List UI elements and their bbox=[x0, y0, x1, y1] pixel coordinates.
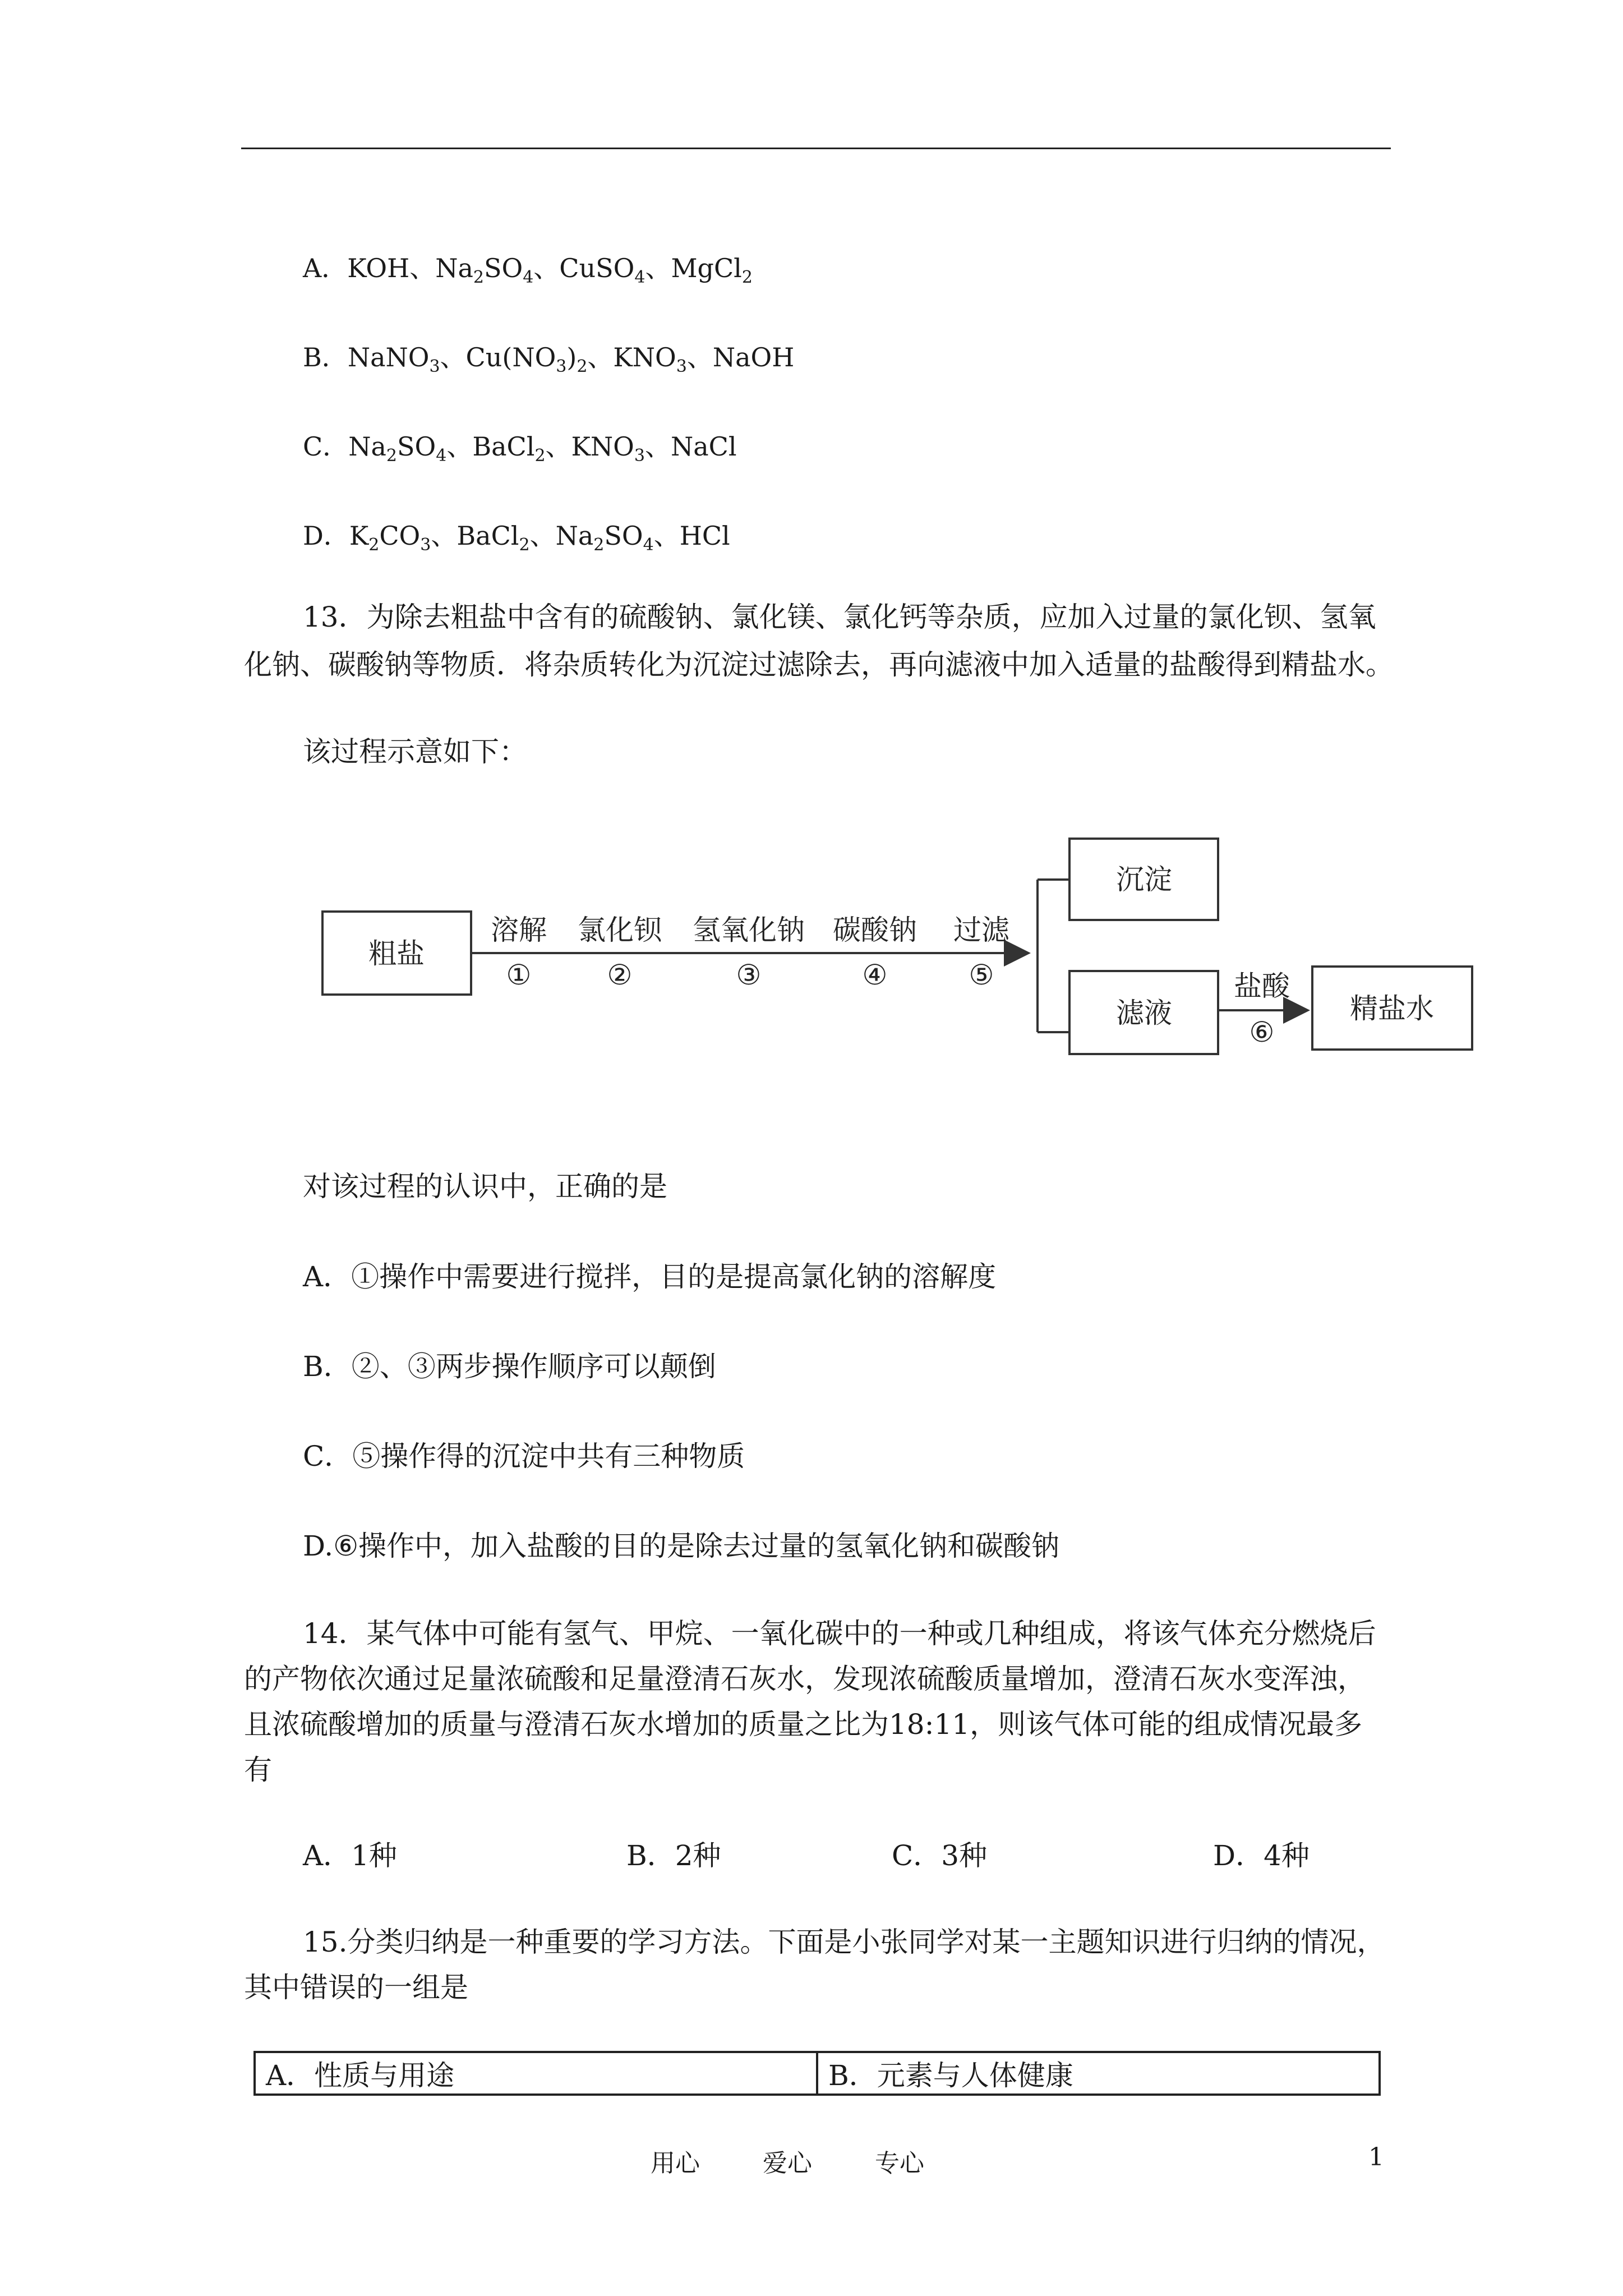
q13-question: 对该过程的认识中，正确的是 bbox=[303, 1170, 667, 1203]
q14-line4: 有 bbox=[244, 1754, 272, 1786]
q13-option-a: A．①操作中需要进行搅拌，目的是提高氯化钠的溶解度 bbox=[303, 1260, 997, 1293]
q14-option-b: B．2种 bbox=[626, 1839, 721, 1872]
flow-box-filtrate-label: 滤液 bbox=[1116, 997, 1172, 1029]
q15-table-header-a: A．性质与用途 bbox=[255, 2052, 817, 2095]
q15-table-header-b: B．元素与人体健康 bbox=[817, 2052, 1380, 2095]
q13-option-b: B．②、③两步操作顺序可以颠倒 bbox=[303, 1350, 716, 1383]
flow-box-refined-brine-label: 精盐水 bbox=[1350, 992, 1434, 1025]
page-number: 1 bbox=[1368, 2143, 1384, 2171]
flow-box-crude-salt-label: 粗盐 bbox=[368, 937, 425, 970]
purification-flow-diagram bbox=[308, 822, 1486, 1097]
footer-motto-1: 用心 bbox=[651, 2149, 700, 2178]
flow-step-5-num: ⑤ bbox=[969, 959, 994, 991]
q14-option-a: A．1种 bbox=[303, 1839, 397, 1872]
q13-option-d: D.⑥操作中，加入盐酸的目的是除去过量的氢氧化钠和碳酸钠 bbox=[303, 1530, 1060, 1562]
q13-stem-line2: 化钠、碳酸钠等物质．将杂质转化为沉淀过滤除去，再向滤液中加入适量的盐酸得到精盐水。 bbox=[244, 648, 1394, 681]
flow-step-2-num: ② bbox=[607, 959, 633, 991]
flow-step-5-label: 过滤 bbox=[953, 914, 1009, 946]
q12-option-a: A．KOH、$Na_2SO_4$、CuSO$_4$、MgCl$_2$ bbox=[303, 253, 753, 287]
flow-box-precipitate-label: 沉淀 bbox=[1116, 863, 1172, 896]
flow-step-3-label: 氢氧化钠 bbox=[693, 914, 805, 946]
q12-option-d: D．$K_2CO_3$、BaCl$_2$、$Na_2SO_4$、HCl bbox=[303, 521, 730, 555]
flow-final-step-num: ⑥ bbox=[1249, 1016, 1275, 1048]
q15-table bbox=[253, 2051, 1381, 2096]
flow-step-1-label: 溶解 bbox=[491, 914, 547, 946]
q15-line2: 其中错误的一组是 bbox=[244, 1971, 468, 2004]
table-row bbox=[255, 2052, 1380, 2095]
q12-option-b: B．NaNO$_3$、$Cu(NO_3)_2$、$KNO_3$、NaOH bbox=[303, 342, 795, 376]
flow-step-2-label: 氯化钡 bbox=[578, 914, 662, 946]
q15-line1: 15.分类归纳是一种重要的学习方法。下面是小张同学对某一主题知识进行归纳的情况， bbox=[303, 1926, 1385, 1958]
q13-option-c: C．⑤操作得的沉淀中共有三种物质 bbox=[303, 1440, 745, 1473]
q14-option-d: D．4种 bbox=[1213, 1839, 1310, 1872]
q13-stem-line1: 13．为除去粗盐中含有的硫酸钠、氯化镁、氯化钙等杂质，应加入过量的氯化钡、氢氧 bbox=[303, 601, 1376, 633]
q13-intro: 该过程示意如下： bbox=[303, 735, 527, 768]
q12-option-c: C．$Na_2SO_4$、BaCl$_2$、$KNO_3$、NaCl bbox=[303, 431, 737, 466]
flow-step-4-label: 碳酸钠 bbox=[833, 914, 917, 946]
footer-motto-3: 专心 bbox=[875, 2149, 924, 2178]
q14-line2: 的产物依次通过足量浓硫酸和足量澄清石灰水，发现浓硫酸质量增加，澄清石灰水变浑浊， bbox=[244, 1663, 1366, 1695]
q14-line1: 14．某气体中可能有氢气、甲烷、一氧化碳中的一种或几种组成，将该气体充分燃烧后 bbox=[303, 1617, 1376, 1650]
flow-step-1-num: ① bbox=[506, 959, 532, 991]
flow-final-step-label: 盐酸 bbox=[1234, 970, 1290, 1002]
q14-option-c: C．3种 bbox=[892, 1839, 988, 1872]
footer-motto-2: 爱心 bbox=[763, 2149, 812, 2178]
flow-step-3-num: ③ bbox=[736, 959, 762, 991]
flow-step-4-num: ④ bbox=[862, 959, 888, 991]
header-rule bbox=[241, 148, 1391, 149]
q14-line3: 且浓硫酸增加的质量与澄清石灰水增加的质量之比为18:11，则该气体可能的组成情况最多 bbox=[244, 1708, 1363, 1741]
